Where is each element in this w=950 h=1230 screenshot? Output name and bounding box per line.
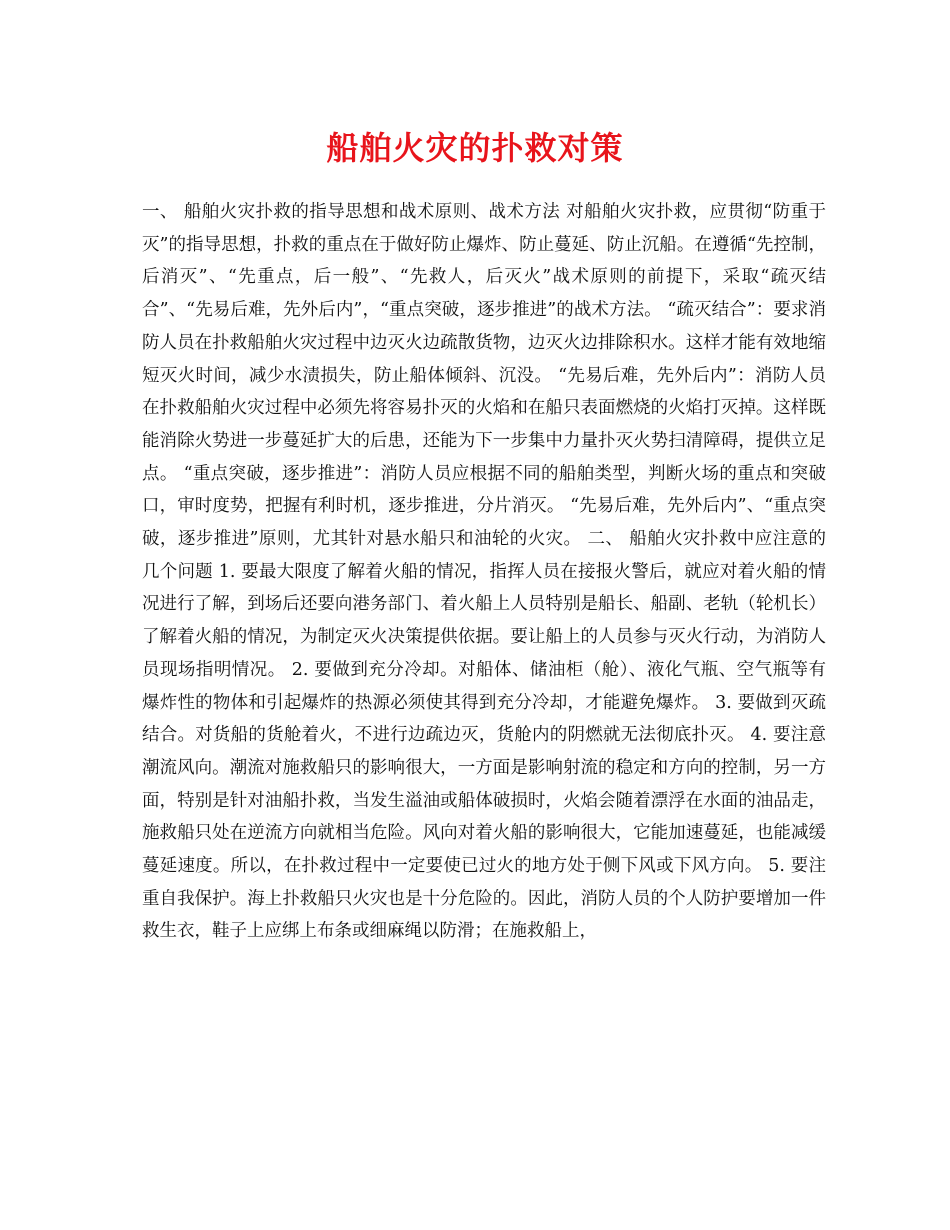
document-body: 一、 船舶火灾扑救的指导思想和战术原则、战术方法 对船舶火灾扑救，应贯彻“防重于灭”的指导思想，扑救的重点在于做好防止爆炸、防止蔓延、防止沉船。在遵循“先控制，后消灭”、“先重点，后一般”、“先救人，后灭火”战术原则的前提下，采取“疏灭结合”、“先易后难，先外后内”，“重点突破，逐步推进”的战术方法。 “疏灭结合”：要求消防人员在扑救船舶火灾过程中边灭火边疏散货物，边灭火边排除积水。这样才能有效地缩短灭火时间，减少水渍损失，防止船体倾斜、沉没。 “先易后难，先外后内”：消防人员在扑救船舶火灾过程中必须先将容易扑灭的火焰和在船只表面燃烧的火焰打灭掉。这样既能消除火势进一步蔓延扩大的后患，还能为下一步集中力量扑灭火势扫清障碍，提供立足点。 “重点突破，逐步推进”：消防人员应根据不同的船舶类型，判断火场的重点和突破口，审时度势，把握有利时机，逐步推进，分片消灭。 “先易后难，先外后内”、“重点突破，逐步推进”原则，尤其针对悬水船只和油轮的火灾。 二、 船舶火灾扑救中应注意的几个问题 1. 要最大限度了解着火船的情况，指挥人员在接报火警后，就应对着火船的情况进行了解，到场后还要向港务部门、着火船上人员特别是船长、船副、老轨（轮机长）了解着火船的情况，为制定灭火决策提供依据。要让船上的人员参与灭火行动，为消防人员现场指明情况。 2. 要做到充分冷却。对船体、储油柜（舱）、液化气瓶、空气瓶等有爆炸性的物体和引起爆炸的热源必须使其得到充分冷却，才能避免爆炸。 3. 要做到灭疏结合。对货船的货舱着火，不进行边疏边灭，货舱内的阴燃就无法彻底扑灭。 4. 要注意潮流风向。潮流对施救船只的影响很大，一方面是影响射流的稳定和方向的控制，另一方面，特别是针对油船扑救，当发生溢油或船体破损时，火焰会随着漂浮在水面的油品走，施救船只处在逆流方向就相当危险。风向对着火船的影响很大，它能加速蔓延，也能减缓蔓延速度。所以，在扑救过程中一定要使已过火的地方处于侧下风或下风方向。 5. 要注重自我保护。海上扑救船只火灾也是十分危险的。因此，消防人员的个人防护要增加一件救生衣，鞋子上应绑上布条或细麻绳以防滑；在施救船上， bbox=[142, 202, 826, 942]
document-title: 船舶火灾的扑救对策 bbox=[326, 129, 624, 167]
